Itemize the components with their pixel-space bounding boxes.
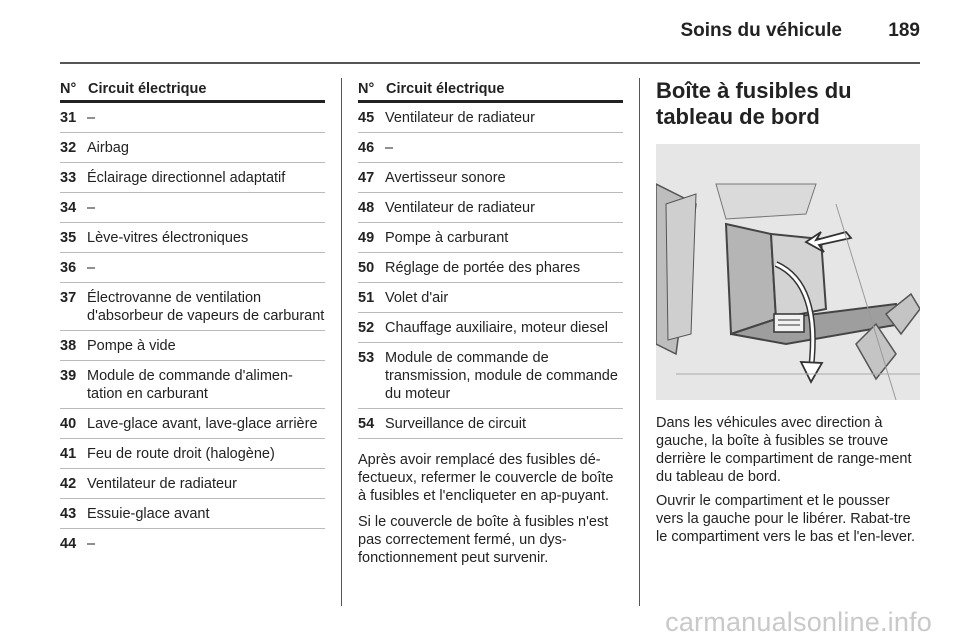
fuse-circuit: – [87,260,96,276]
header-title: Soins du véhicule [680,20,842,41]
fuse-circuit: Essuie-glace avant [87,506,210,522]
fuse-circuit: Électrovanne de ventilation d'absorbeur de vapeurs de carburant [87,290,325,324]
header-circuit: Circuit électrique [88,81,207,97]
fuse-number: 35 [60,230,77,246]
fuse-number: 38 [60,338,77,354]
table-row [358,283,623,313]
table-row [60,133,325,163]
fuse-circuit: Ventilateur de radiateur [385,110,535,126]
table-row [60,253,325,283]
table-header [60,78,325,103]
body-paragraph: Si le couvercle de boîte à fusibles n'est pas correctement fermé, un dys-fonctionnement peut survenir. [358,514,609,566]
table-row [358,193,623,223]
fuse-circuit: Lave-glace avant, lave-glace arrière [87,416,318,432]
fuse-circuit: – [87,110,96,126]
table-row [60,103,325,133]
fuse-number: 52 [358,320,375,336]
fuse-circuit: Pompe à carburant [385,230,509,246]
fuse-number: 53 [358,350,375,366]
watermark-text: carmanualsonline.info [665,607,932,637]
fuse-number: 31 [60,110,77,126]
fuse-number: 45 [358,110,375,126]
table-row [358,253,623,283]
illustration-svg [656,144,920,400]
fuse-number: 36 [60,260,77,276]
table-row [60,409,325,439]
fuse-number: 42 [60,476,77,492]
fuse-circuit: – [385,140,394,156]
fuse-number: 54 [358,416,375,432]
table-row [60,499,325,529]
table-row [358,133,623,163]
column-divider [341,78,342,606]
table-row [358,103,623,133]
table-header [358,78,623,103]
page-number: 189 [888,20,920,41]
fuse-number: 40 [60,416,77,432]
fuse-circuit: – [87,536,96,552]
fuse-number: 39 [60,368,77,384]
fuse-number: 44 [60,536,77,552]
body-paragraph: Ouvrir le compartiment et le pousser vers la gauche pour le libérer. Rabat-tre le compartiment vers le bas et l'en-lever. [656,493,916,545]
dashboard-glovebox-illustration [656,144,920,400]
fuse-circuit: – [87,200,96,216]
table-row [60,361,325,409]
table-row [358,223,623,253]
fuse-number: 41 [60,446,77,462]
fuse-circuit: Module de commande de transmission, module de commande du moteur [385,350,618,402]
fuse-number: 48 [358,200,375,216]
table-row [60,331,325,361]
fuse-circuit: Chauffage auxiliaire, moteur diesel [385,320,609,336]
fuse-number: 43 [60,506,77,522]
table-row [60,163,325,193]
fuse-number: 32 [60,140,77,156]
fuse-number: 33 [60,170,77,186]
fuse-circuit: Surveillance de circuit [385,416,527,432]
body-paragraph: Dans les véhicules avec direction à gauche, la boîte à fusibles se trouve derrière le compartiment de range-ment du tableau de bord. [656,415,912,485]
fuse-circuit: Pompe à vide [87,338,176,354]
fuse-circuit: Avertisseur sonore [385,170,506,186]
fuse-circuit: Airbag [87,140,129,156]
table-row [60,193,325,223]
table-row [358,409,623,439]
header-number: N° [358,81,375,97]
fuse-circuit: Ventilateur de radiateur [385,200,535,216]
fuse-number: 37 [60,290,77,306]
header-circuit: Circuit électrique [386,81,505,97]
fuse-circuit: Volet d'air [385,290,449,306]
table-row [358,163,623,193]
fuse-number: 49 [358,230,375,246]
fuse-circuit: Lève-vitres électroniques [87,230,249,246]
body-paragraph: Après avoir remplacé des fusibles dé-fectueux, refermer le couvercle de boîte à fusibles et l'encliqueter en ap-puyant. [358,452,614,504]
fuse-number: 51 [358,290,375,306]
table-row [60,283,325,331]
column-divider [639,78,640,606]
fuse-number: 34 [60,200,77,216]
fuse-circuit: Réglage de portée des phares [385,260,581,276]
table-row [358,343,623,409]
fuse-number: 50 [358,260,375,276]
table-row [60,469,325,499]
table-row [60,529,325,558]
fuse-circuit: Éclairage directionnel adaptatif [87,170,286,186]
page-header [60,14,920,64]
fusebox-section [656,78,920,546]
fuse-number: 46 [358,140,375,156]
fuse-table-left [60,78,325,558]
section-title: Boîte à fusibles du tableau de bord [656,78,852,129]
fuse-table-right [358,78,623,567]
fuse-circuit: Ventilateur de radiateur [87,476,237,492]
header-number: N° [60,81,77,97]
table-row [60,439,325,469]
fuse-circuit: Feu de route droit (halogène) [87,446,275,462]
table-row [60,223,325,253]
fuse-number: 47 [358,170,375,186]
table-row [358,313,623,343]
fuse-circuit: Module de commande d'alimen-tation en carburant [87,368,293,402]
